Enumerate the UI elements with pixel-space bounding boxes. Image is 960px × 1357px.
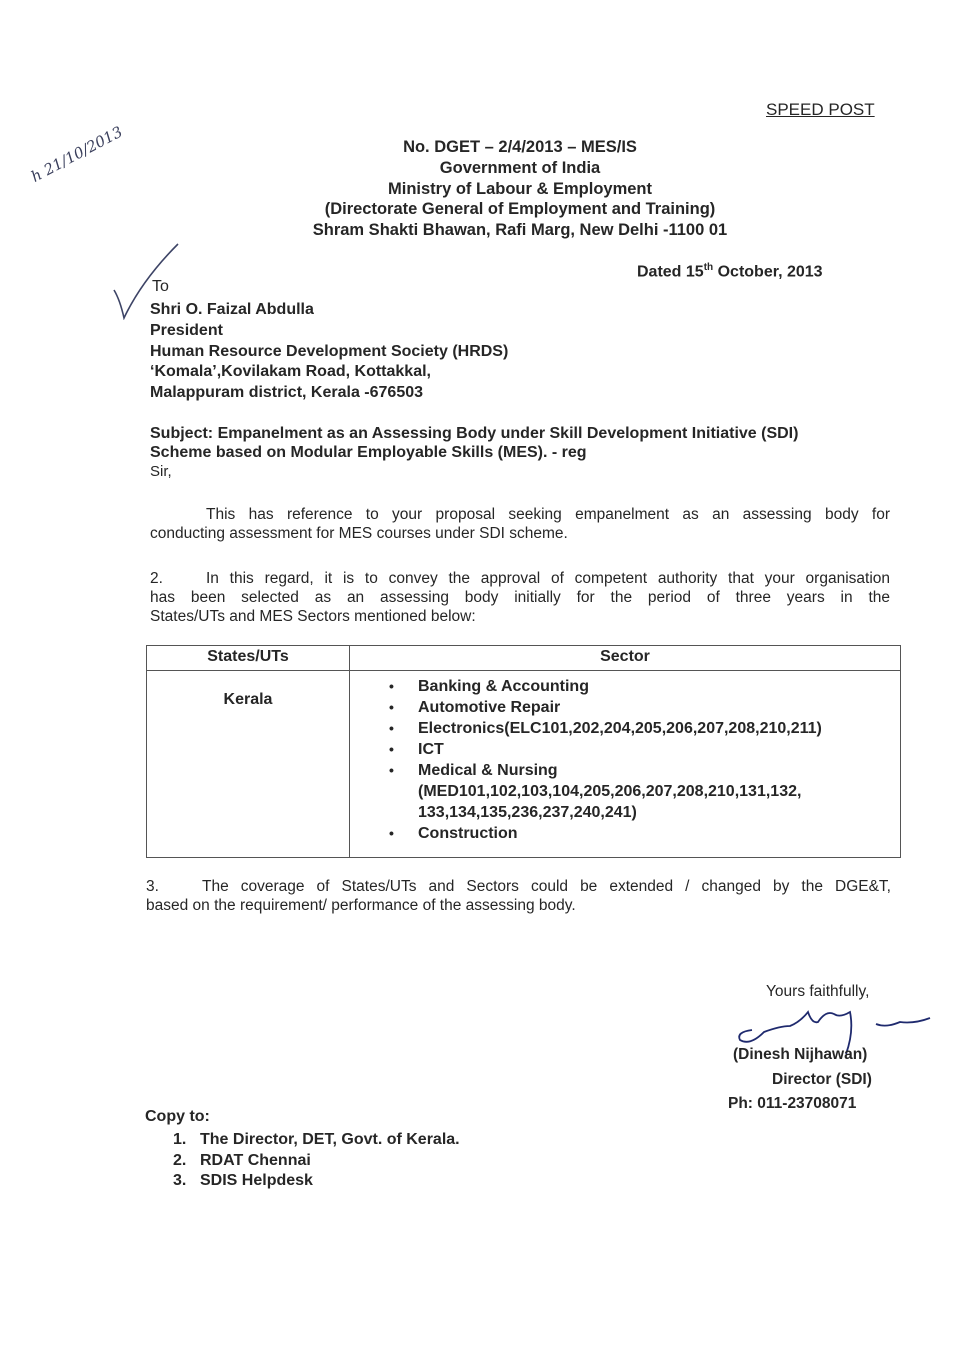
sector-table [146,645,901,858]
list-item: • Construction [418,823,899,844]
directorate-name: (Directorate General of Employment and Training) [324,200,716,219]
list-item: • Medical & Nursing (MED101,102,103,104,205,206,207,208,210,131,132, 133,134,135,236,237,240,241) [418,760,899,823]
copy-to-list [173,1130,460,1192]
reference-number: No. DGET – 2/4/2013 – MES/IS [403,138,637,156]
recipient-designation: President [150,321,223,339]
list-item: • Electronics(ELC101,202,204,205,206,207,208,210,211) [418,718,899,739]
closing-yours-faithfully: Yours faithfully, [766,983,870,1000]
paragraph-2: 2. In this regard, it is to convey the approval of competent authority that your organisation has been selected as an assessing body initially for the period of three years in the States/UTs and MES Sectors mentioned below: [150,570,890,625]
subject-line2: Scheme based on Modular Employable Skills (MES). - reg [150,444,587,461]
signatory-name: (Dinesh Nijhawan) [733,1046,868,1063]
salutation: Sir, [150,463,172,480]
handwritten-initials: h [28,163,50,186]
government-name: Government of India [439,158,601,177]
recipient-address-line1: ‘Komala’,Kovilakam Road, Kottakkal, [150,363,431,381]
to-label: To [152,278,169,295]
table-header-row [147,646,901,671]
sector-list [351,676,899,844]
medical-codes-line2: 133,134,135,236,237,240,241) [418,804,637,821]
sector-cell [350,671,901,858]
ministry-name: Ministry of Labour & Employment [387,179,653,198]
medical-codes-line1: (MED101,102,103,104,205,206,207,208,210,131,132, [418,783,802,800]
recipient-name: Shri O. Faizal Abdulla [150,301,314,318]
handwritten-date: h 21/10/2013 [28,122,126,186]
letter-header [280,137,760,241]
recipient-address [150,300,508,404]
list-item: 2. RDAT Chennai [173,1151,311,1169]
list-item: • Automotive Repair [418,697,899,718]
state-cell: Kerala [147,671,350,858]
paragraph-1: This has reference to your proposal seeking empanelment as an assessing body for conducting assessment for MES courses under SDI scheme. [150,506,890,542]
letter-date: Dated 15th October, 2013 [637,262,823,281]
signatory-phone: Ph: 011-23708071 [728,1095,857,1112]
paragraph-3: 3. The coverage of States/UTs and Sectors could be extended / changed by the DGE&T, based on the requirement/ performance of the assessing body. [146,878,891,914]
speed-post-label: SPEED POST [766,100,875,119]
list-item: 1. The Director, DET, Govt. of Kerala. [173,1131,460,1148]
subject [150,424,798,462]
table-row [147,671,901,858]
recipient-organisation: Human Resource Development Society (HRDS) [150,342,509,360]
recipient-address-line2: Malappuram district, Kerala -676503 [150,384,424,402]
list-item: • Banking & Accounting [418,676,899,697]
header-sector: Sector [350,646,901,671]
copy-to-label: Copy to: [145,1108,210,1125]
subject-line1: Subject: Empanelment as an Assessing Body under Skill Development Initiative (SDI) [150,425,799,442]
list-item: 3. SDIS Helpdesk [173,1172,313,1189]
office-address: Shram Shakti Bhawan, Rafi Marg, New Delhi -1100 01 [312,221,728,240]
signatory-title: Director (SDI) [772,1071,872,1088]
header-states: States/UTs [147,646,350,671]
list-item: • ICT [418,739,899,760]
